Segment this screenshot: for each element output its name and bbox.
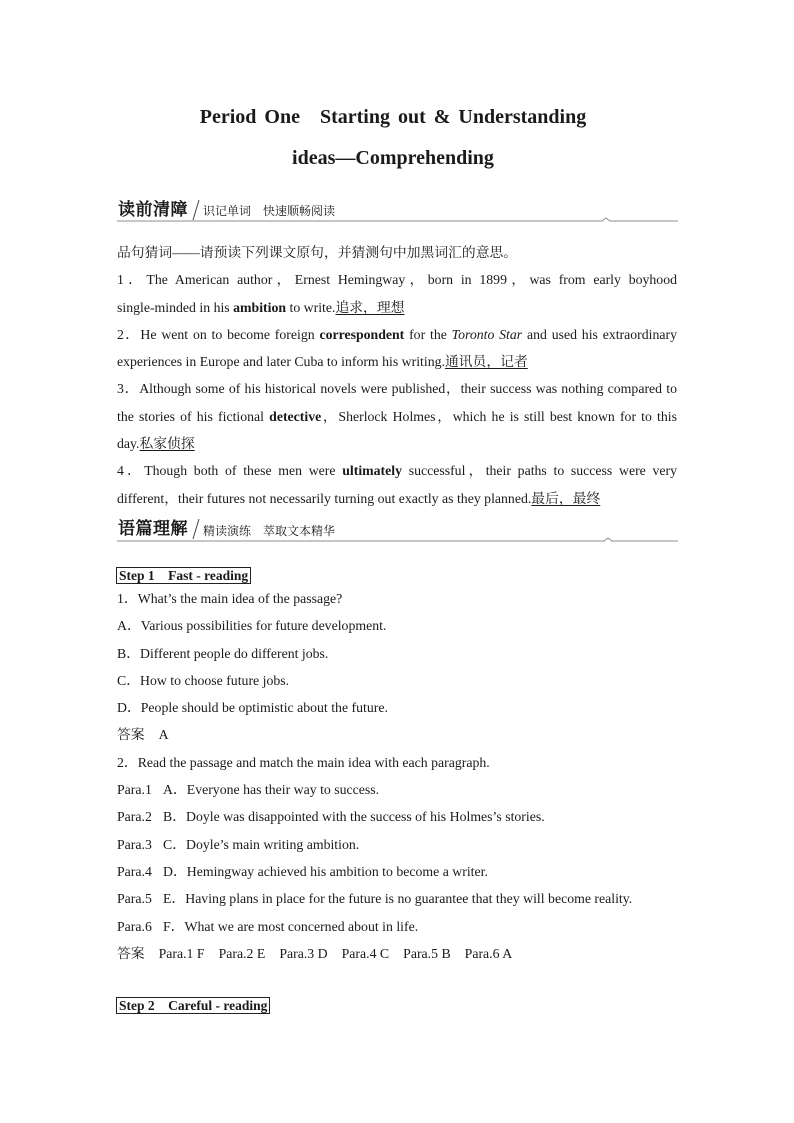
main-idea-text: B．Doyle was disappointed with the success of his Holmes’s stories. xyxy=(163,809,545,825)
item-number: 2． xyxy=(117,326,141,342)
sentence-text: ，Sherlock Holmes，which he is still best known for to this xyxy=(321,408,677,424)
answer-value: A xyxy=(158,727,169,743)
vocab-item-2-line-1 xyxy=(117,321,677,348)
answer-value: Para.6 A xyxy=(464,945,513,961)
answer-value: Para.5 B xyxy=(403,945,451,961)
para-label: Para.2 xyxy=(117,809,152,825)
main-idea-text: F．What we are most concerned about in life. xyxy=(163,918,419,934)
sentence-text: day. xyxy=(117,436,140,452)
option-c: C．How to choose future jobs. xyxy=(117,672,290,688)
section-subtitle-pre-reading: 识记单词 快速顺畅阅读 xyxy=(203,204,336,218)
vocab-item-3-line-3 xyxy=(117,430,677,457)
answer-line-1 xyxy=(117,721,677,748)
main-idea-text: E．Having plans in place for the future is no guarantee that they will become reality. xyxy=(163,891,633,907)
sentence-text: the stories of his fictional xyxy=(117,408,270,424)
instruction: 品句猜词——请预读下列课文原句，并猜测句中加黑词汇的意思。 xyxy=(117,245,518,260)
sentence-text: and used his extraordinary xyxy=(522,326,677,342)
keyword: detective xyxy=(269,408,322,424)
answer-value: Para.4 C xyxy=(341,945,390,961)
answer-value: Para.3 D xyxy=(279,945,328,961)
main-idea-text: A．Everyone has their way to success. xyxy=(163,782,380,798)
sentence-text: single-minded in his xyxy=(117,299,234,315)
match-row xyxy=(117,831,677,858)
answer-label: 答案 xyxy=(117,727,145,743)
item-number: 3． xyxy=(117,381,140,397)
section-title-reading: 语篇理解 xyxy=(118,519,188,539)
answer: 追求，理想 xyxy=(335,299,405,315)
vocab-item-1-line-1 xyxy=(117,266,677,293)
para-label: Para.4 xyxy=(117,863,152,879)
main-idea-text: D．Hemingway achieved his ambition to become a writer. xyxy=(163,863,488,879)
option-b: B．Different people do different jobs. xyxy=(117,645,329,661)
vocab-item-1-line-2 xyxy=(117,294,677,321)
para-label: Para.6 xyxy=(117,918,152,934)
sentence-text: Although some of his historical novels were published，their success was nothing compared to xyxy=(139,381,677,397)
section-rule xyxy=(117,217,679,225)
page-title-line-2: ideas—Comprehending xyxy=(292,147,494,169)
main-idea-text: C．Doyle’s main writing ambition. xyxy=(163,836,360,852)
sentence-text: The American author，Ernest Hemingway，born in 1899，was from early boyhood xyxy=(146,272,677,288)
keyword: correspondent xyxy=(319,326,405,342)
answer: 通讯员，记者 xyxy=(444,354,528,370)
sentence-text: to write. xyxy=(286,299,336,315)
section-title-pre-reading: 读前清障 xyxy=(118,200,188,220)
question-2: 2．Read the passage and match the main idea with each paragraph. xyxy=(117,754,490,770)
vocab-item-2-line-2 xyxy=(117,348,677,375)
para-label: Para.1 xyxy=(117,782,152,798)
answer-value: Para.1 F xyxy=(158,945,205,961)
section-subtitle-reading: 精读演练 萃取文本精华 xyxy=(203,524,336,538)
sentence-text: different，their futures not necessarily turning out exactly as they planned. xyxy=(117,490,532,506)
italic-title: Toronto Star xyxy=(451,326,523,342)
para-label: Para.3 xyxy=(117,836,152,852)
answer-label: 答案 xyxy=(117,945,145,961)
step-1-label: Step 1 Fast - reading xyxy=(116,567,251,584)
step-1-block xyxy=(117,585,677,967)
keyword: ultimately xyxy=(342,463,402,479)
vocab-item-4-line-2 xyxy=(117,485,677,512)
sentence-text: successful，their paths to success were very xyxy=(402,463,677,479)
section-rule xyxy=(117,537,679,545)
match-row xyxy=(117,913,677,940)
item-number: 4． xyxy=(117,463,145,479)
para-label: Para.5 xyxy=(117,891,152,907)
vocab-block xyxy=(117,239,677,512)
vocab-item-4-line-1 xyxy=(117,457,677,484)
sentence-text: for the xyxy=(404,326,452,342)
match-row xyxy=(117,803,677,830)
vocab-item-3-line-2 xyxy=(117,403,677,430)
sentence-text: experiences in Europe and later Cuba to inform his writing. xyxy=(117,354,445,370)
answer-value: Para.2 E xyxy=(218,945,266,961)
keyword: ambition xyxy=(233,299,287,315)
sentence-text: He went on to become foreign xyxy=(140,326,320,342)
option-a: A．Various possibilities for future development. xyxy=(117,618,387,634)
match-row xyxy=(117,885,677,912)
option-d: D．People should be optimistic about the future. xyxy=(117,700,388,716)
step-2-label: Step 2 Careful - reading xyxy=(116,997,270,1014)
answer: 私家侦探 xyxy=(139,436,195,452)
vocab-item-3-line-1 xyxy=(117,375,677,402)
match-row xyxy=(117,858,677,885)
page-title-line-1: Period One Starting out & Understanding xyxy=(199,106,587,128)
item-number: 1． xyxy=(117,272,147,288)
sentence-text: Though both of these men were xyxy=(144,463,343,479)
answer: 最后，最终 xyxy=(531,490,601,506)
answer-line-2 xyxy=(117,940,677,967)
match-row xyxy=(117,776,677,803)
question-1: 1．What’s the main idea of the passage? xyxy=(117,591,343,606)
